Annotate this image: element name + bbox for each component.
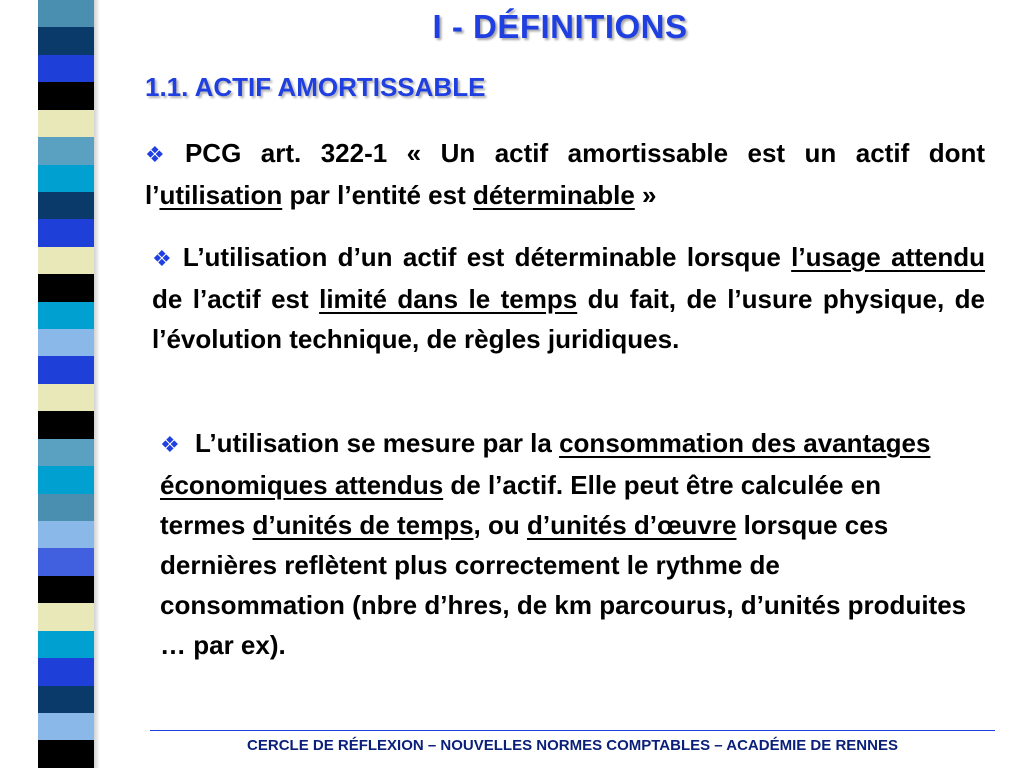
underlined-term: l’usage attendu	[791, 242, 985, 272]
stripe-block	[38, 165, 94, 192]
text-run: PCG art. 322-1 « Un actif amortissable est un actif dont l’	[145, 138, 985, 210]
decorative-side-strip	[0, 0, 120, 768]
text-run: du fait, de l’usure physique, de l’évolution technique, de règles juridiques.	[152, 284, 985, 354]
stripe-block	[38, 55, 94, 82]
footer-divider	[150, 730, 995, 731]
underlined-term: déterminable	[472, 180, 635, 210]
stripe-block	[38, 110, 94, 137]
stripe-block	[38, 137, 94, 164]
stripe-block	[38, 439, 94, 466]
text-run: lorsque ces dernières reflètent plus correctement le rythme de consommation (nbre d’hres, de km parcourus, d’unités produites … par ex).	[160, 510, 967, 660]
stripe-block	[38, 686, 94, 713]
stripe-block	[38, 82, 94, 109]
stripe-block	[38, 631, 94, 658]
underlined-term: d’unités de temps	[252, 510, 474, 540]
underlined-term: utilisation	[159, 180, 283, 210]
underlined-term: consommation des avantages économiques attendus	[160, 428, 931, 500]
text-run: de l’actif est	[152, 284, 320, 314]
text-run: par l’entité est	[282, 180, 473, 210]
stripe-block	[38, 521, 94, 548]
stripe-block	[38, 384, 94, 411]
striped-column	[38, 0, 94, 768]
stripe-block	[38, 411, 94, 438]
strip-shadow	[94, 0, 100, 768]
diamond-bullet-icon: ❖	[152, 246, 175, 271]
stripe-block	[38, 302, 94, 329]
paragraph-use-measurement	[160, 423, 972, 665]
section-heading: 1.1. ACTIF AMORTISSABLE	[145, 72, 486, 102]
stripe-block	[38, 740, 94, 767]
stripe-block	[38, 192, 94, 219]
stripe-block	[38, 0, 94, 27]
diamond-bullet-icon: ❖	[160, 432, 180, 457]
paragraph-pcg-definition	[145, 133, 985, 215]
text-run: , ou	[473, 510, 527, 540]
text-run: L’utilisation se mesure par la	[187, 428, 560, 458]
stripe-block	[38, 329, 94, 356]
stripe-block	[38, 274, 94, 301]
stripe-block	[38, 27, 94, 54]
stripe-block	[38, 356, 94, 383]
stripe-block	[38, 247, 94, 274]
stripe-block	[38, 576, 94, 603]
footer-text: CERCLE DE RÉFLEXION – NOUVELLES NORMES COMPTABLES – ACADÉMIE DE RENNES	[247, 737, 898, 754]
underlined-term: d’unités d’œuvre	[526, 510, 737, 540]
paragraph-determinable-use	[152, 237, 985, 359]
diamond-bullet-icon: ❖	[145, 142, 177, 167]
stripe-block	[38, 466, 94, 493]
underlined-term: limité dans le temps	[319, 284, 578, 314]
stripe-block	[38, 494, 94, 521]
stripe-block	[38, 713, 94, 740]
stripe-block	[38, 219, 94, 246]
stripe-block	[38, 603, 94, 630]
text-run: L’utilisation d’un actif est déterminable lorsque	[182, 242, 792, 272]
stripe-block	[38, 548, 94, 575]
stripe-block	[38, 658, 94, 685]
text-run: de l’actif. Elle peut être calculée en termes	[160, 470, 881, 540]
text-run: »	[634, 180, 657, 210]
slide-title: I - DÉFINITIONS	[432, 8, 688, 45]
